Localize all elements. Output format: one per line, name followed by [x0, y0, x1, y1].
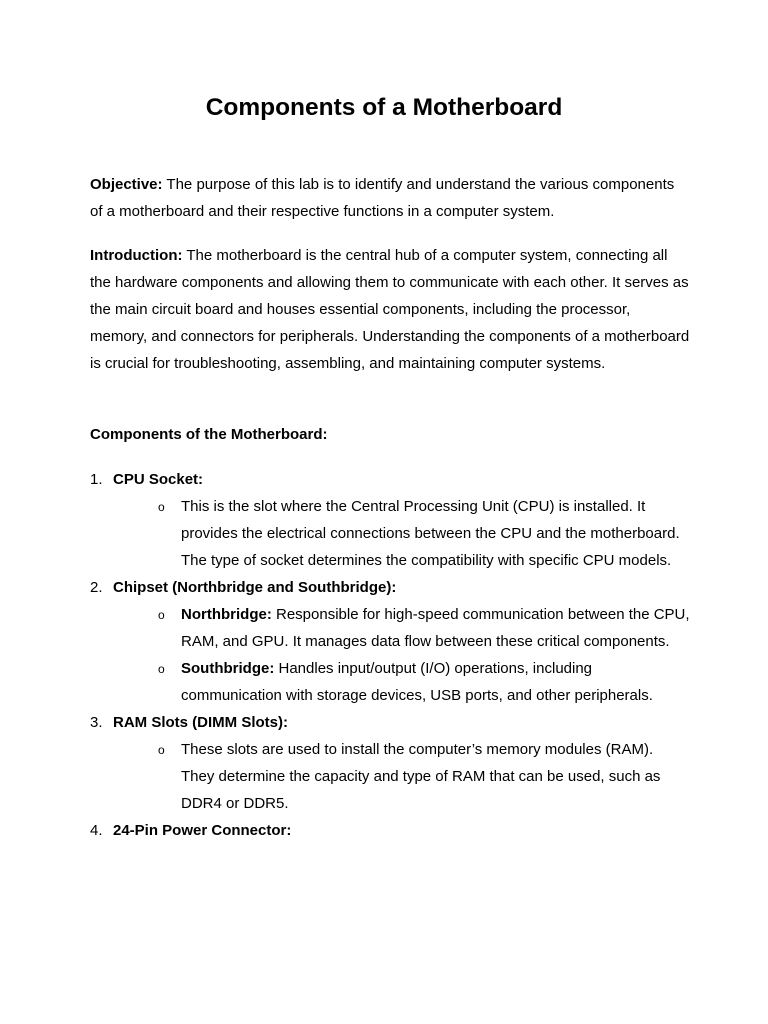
item-number: 4. [90, 822, 103, 839]
sub-item-label: Northbridge: [181, 606, 272, 623]
objective-paragraph [90, 171, 690, 225]
list-item [90, 709, 690, 817]
introduction-paragraph [90, 242, 690, 377]
bullet-icon: o [158, 608, 165, 622]
introduction-label: Introduction: [90, 247, 183, 264]
bullet-icon: o [158, 743, 165, 757]
sub-item [90, 601, 690, 655]
objective-text: The purpose of this lab is to identify and understand the various components of a motherboard and their respective functions in a computer system. [90, 176, 675, 220]
item-heading: Chipset (Northbridge and Southbridge): [113, 579, 397, 596]
sub-item-text: This is the slot where the Central Processing Unit (CPU) is installed. It provides the electrical connections between the CPU and the motherboard. The type of socket determines the compatibility with specific CPU models. [181, 498, 680, 569]
list-item [90, 574, 690, 709]
sub-item [90, 736, 690, 817]
sub-item [90, 493, 690, 574]
sub-item [90, 655, 690, 709]
list-item [90, 817, 690, 844]
sub-item-label: Southbridge: [181, 660, 275, 677]
objective-label: Objective: [90, 176, 163, 193]
sub-item-text: Responsible for high-speed communication between the CPU, RAM, and GPU. It manages data flow between these critical components. [181, 606, 690, 650]
components-heading: Components of the Motherboard: [90, 426, 328, 443]
document-title: Components of a Motherboard [205, 94, 563, 121]
list-item [90, 466, 690, 574]
bullet-icon: o [158, 500, 165, 514]
item-number: 3. [90, 714, 103, 731]
item-heading: 24-Pin Power Connector: [113, 822, 292, 839]
item-heading: CPU Socket: [113, 471, 204, 488]
bullet-icon: o [158, 662, 165, 676]
components-list [90, 466, 690, 844]
introduction-text: The motherboard is the central hub of a computer system, connecting all the hardware components and allowing them to communicate with each other. It serves as the main circuit board and houses essential components, including the processor, memory, and connectors for peripherals. Understanding the components of a motherboard is crucial for troubleshooting, assembling, and maintaining computer systems. [90, 247, 690, 372]
item-heading: RAM Slots (DIMM Slots): [113, 714, 288, 731]
sub-item-text: These slots are used to install the computer’s memory modules (RAM). They determine the capacity and type of RAM that can be used, such as DDR4 or DDR5. [181, 741, 661, 812]
item-number: 2. [90, 579, 103, 596]
item-number: 1. [90, 471, 103, 488]
sub-item-text: Handles input/output (I/O) operations, including communication with storage devices, USB ports, and other peripherals. [181, 660, 653, 704]
